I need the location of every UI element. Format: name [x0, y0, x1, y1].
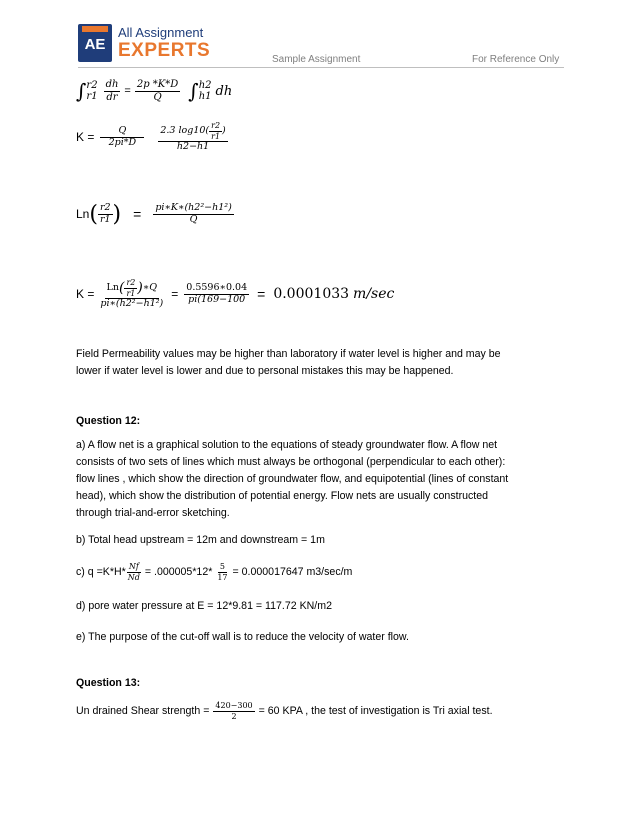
- k-lhs: K =: [76, 130, 95, 144]
- paragraph-line: flow lines , which show the direction of groundwater flow, and equipotential (lines of constant: [76, 473, 509, 485]
- brand-logo: [78, 20, 238, 68]
- fraction-log-term: 2.3 log10( $\frac{r2}{r1}$ ) h2−h1: [160, 121, 226, 152]
- question-13-heading: Question 13:: [76, 677, 141, 689]
- k-result-unit: m/sec: [353, 286, 395, 302]
- c-prefix: c) q =K*H*: [76, 565, 126, 578]
- integral-lower-limit: r1: [86, 91, 98, 102]
- paragraph-line: head), which show the distribution of potential energy. Flow nets are usually constructed: [76, 490, 489, 502]
- q12-part-b: b) Total head upstream = 12m and downstream = 1m: [76, 534, 325, 546]
- k-result-value: 0.0001033: [273, 286, 350, 302]
- paragraph-line: lower if water level is lower and due to personal mistakes this may be happened.: [76, 365, 454, 377]
- header-right-text: For Reference Only: [472, 54, 560, 65]
- fraction-Q-2piD: $\frac{Q}{2pi*D}$: [100, 126, 144, 149]
- logo-top-text: All Assignment: [118, 25, 204, 40]
- integral-sign-2: ∫: [188, 79, 199, 103]
- c-suffix: = 0.000017647 m3/sec/m: [232, 565, 353, 578]
- fraction-2pKD-Q: $\frac{2p *K*D}{Q}$: [136, 79, 179, 103]
- integral-upper-limit: r2: [86, 80, 98, 91]
- logo-badge-icon: [78, 24, 112, 62]
- fraction-420-300: $\frac{420-300}{2}$: [215, 701, 253, 721]
- equation-2: [76, 116, 228, 158]
- equals-sign: =: [133, 206, 142, 222]
- fraction-numeric: $\frac{0.5596∗0.04}{pi(169-100}$: [186, 281, 248, 305]
- paren-open: (: [89, 201, 98, 227]
- logo-initials: AE: [84, 36, 106, 53]
- integral2-lower-limit: h1: [198, 91, 212, 102]
- integral2-upper-limit: h2: [198, 80, 212, 91]
- q12-part-c: [76, 558, 352, 586]
- integral-sign: ∫: [76, 79, 87, 103]
- q13-prefix: Un drained Shear strength =: [76, 704, 210, 717]
- paragraph-line: a) A flow net is a graphical solution to the equations of steady groundwater flow. A flow net: [76, 439, 498, 451]
- question-12-heading: Question 12:: [76, 415, 141, 427]
- equation-1: [76, 76, 232, 106]
- header-rule: [78, 67, 564, 68]
- fraction-lnQ: Ln ( $\frac{r2}{r1}$ ) ∗Q pi∗(h2²−h1²): [100, 278, 164, 309]
- q12-part-d: d) pore water pressure at E = 12*9.81 = 117.72 KN/m2: [76, 600, 332, 612]
- c-middle: = .000005*12*: [144, 565, 213, 578]
- k-lhs: K =: [76, 287, 95, 301]
- equals-sign: =: [124, 85, 131, 97]
- fraction-5-17: $\frac{5}{17}$: [217, 562, 228, 582]
- q12-part-e: e) The purpose of the cut-off wall is to reduce the velocity of water flow.: [76, 631, 409, 643]
- paragraph-line: through trial-and-error sketching.: [76, 507, 230, 519]
- q13-shear-strength: [76, 696, 493, 726]
- logo-bottom-text: EXPERTS: [118, 40, 211, 61]
- field-permeability-paragraph: [76, 346, 576, 380]
- paragraph-line: Field Permeability values may be higher than laboratory if water level is higher and may be: [76, 348, 501, 360]
- equals-sign: =: [171, 287, 179, 301]
- integrand-dh: dh: [215, 83, 233, 99]
- fraction-dh-dr: $\frac{dh}{dr}$: [105, 79, 119, 103]
- q13-suffix: = 60 KPA , the test of investigation is Tri axial test.: [258, 704, 493, 717]
- q12-part-a: [76, 437, 586, 522]
- paren-close: ): [112, 201, 122, 227]
- paragraph-line: consists of two sets of lines which must always be orthogonal (perpendicular to each other):: [76, 456, 506, 468]
- ln-label: Ln: [76, 207, 90, 221]
- fraction-piK-Q: $\frac{\text{pi∗K∗(h2²−h1²)}}{Q}$: [155, 201, 232, 225]
- equation-3: [76, 194, 234, 234]
- equals-sign-2: =: [257, 286, 266, 302]
- header-center-text: Sample Assignment: [272, 54, 361, 65]
- equation-4: [76, 268, 394, 320]
- fraction-nf-nd: $\frac{Nf}{Nd}$: [127, 562, 140, 582]
- fraction-r2-r1: $\frac{r2}{r1}$: [99, 201, 111, 225]
